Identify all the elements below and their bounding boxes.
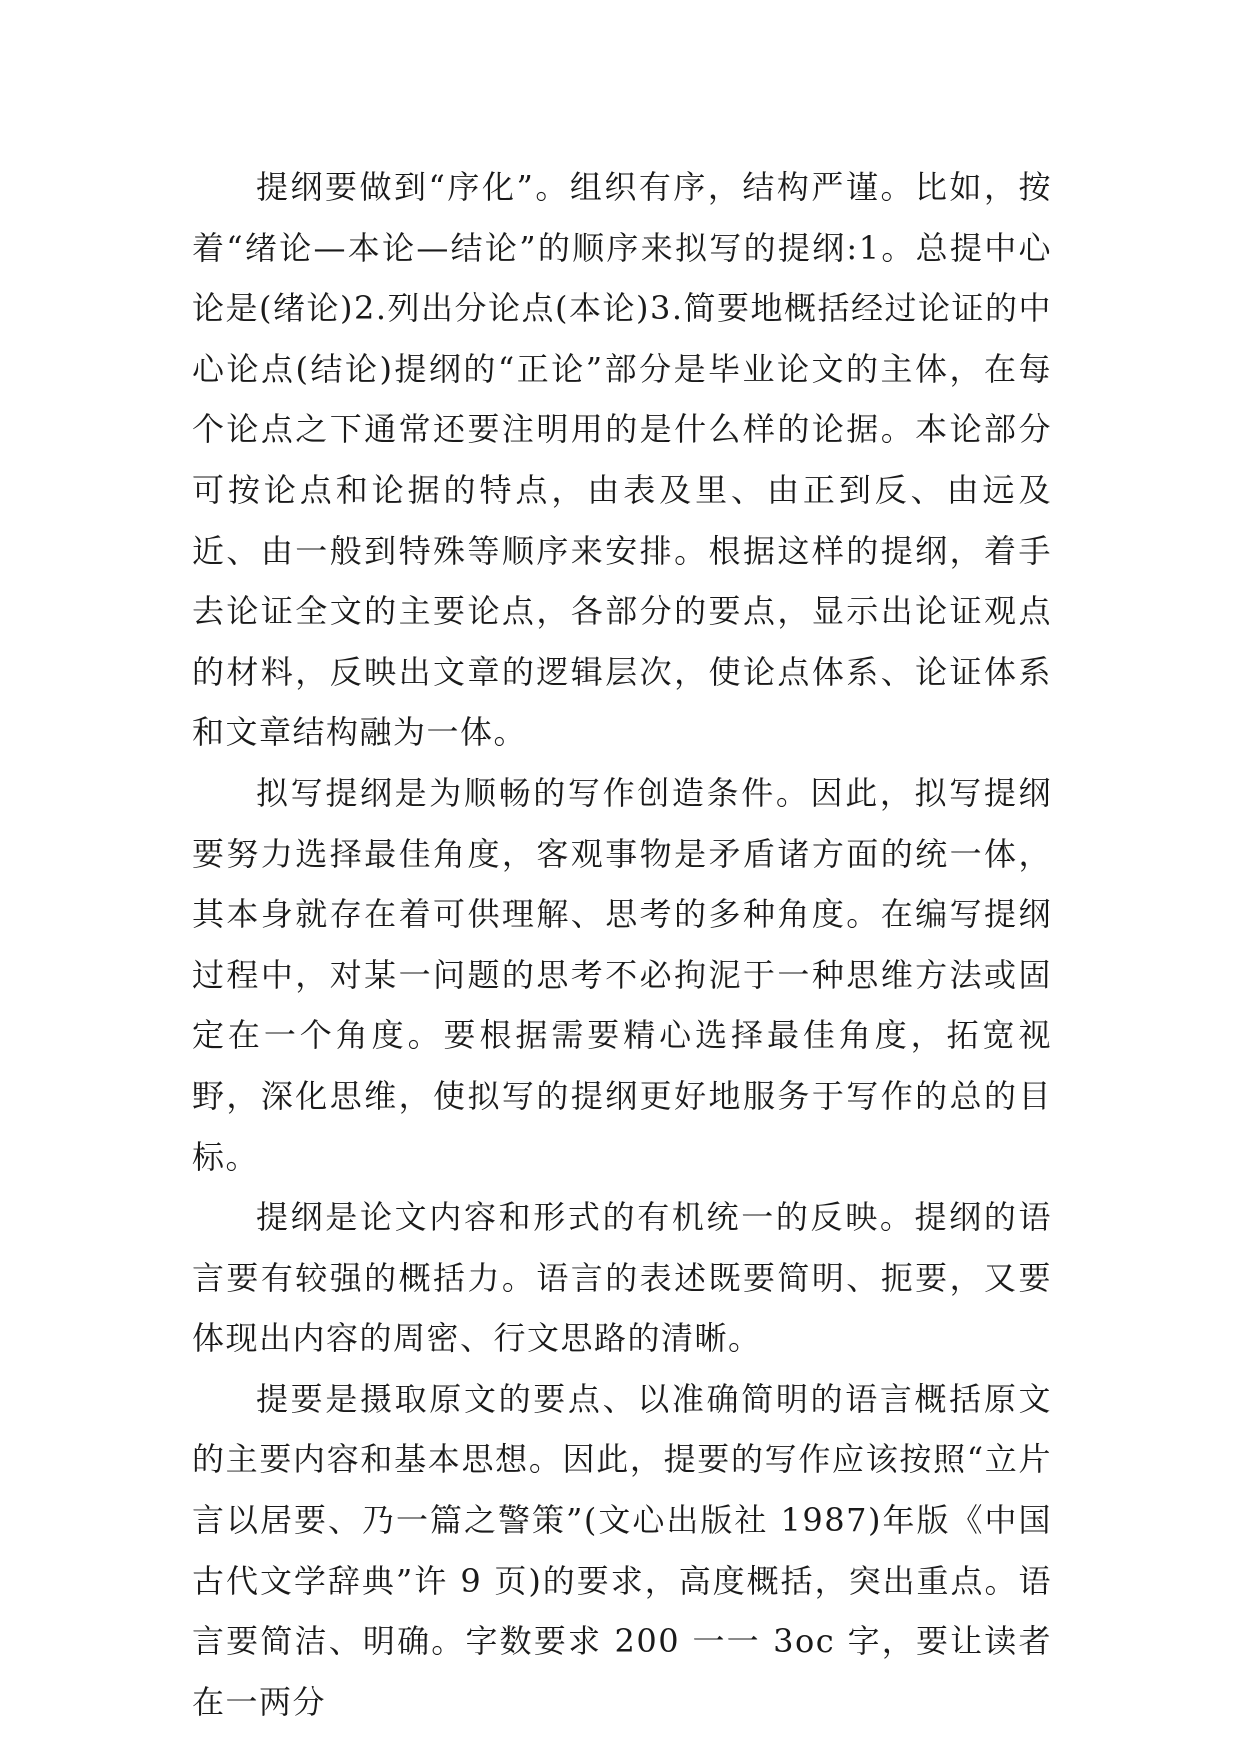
paragraph-outline-language: 提纲是论文内容和形式的有机统一的反映。提纲的语言要有较强的概括力。语言的表述既要简明、扼要，又要体现出内容的周密、行文思路的清晰。 (192, 1198, 1052, 1358)
document-body (192, 157, 1052, 1732)
paragraph-abstract-writing: 提要是摄取原文的要点、以准确简明的语言概括原文的主要内容和基本思想。因此，提要的写作应该按照“立片言以居要、乃一篇之警策”(文心出版社 1987)年版《中国古代文学辞典”许 9 页)的要求，高度概括，突出重点。语言要简洁、明确。字数要求 200 一一 3oc 字，要让读者在一两分 (192, 1379, 1052, 1721)
paragraph-outline-angle: 拟写提纲是为顺畅的写作创造条件。因此，拟写提纲要努力选择最佳角度，客观事物是矛盾诸方面的统一体，其本身就存在着可供理解、思考的多种角度。在编写提纲过程中，对某一问题的思考不必拘泥于一种思维方法或固定在一个角度。要根据需要精心选择最佳角度，拓宽视野，深化思维，使拟写的提纲更好地服务于写作的总的目标。 (192, 773, 1052, 1176)
paragraph-outline-ordering: 提纲要做到“序化”。组织有序，结构严谨。比如，按着“绪论—本论—结论”的顺序来拟写的提纲:1。总提中心论是(绪论)2.列出分论点(本论)3.简要地概括经过论证的中心论点(结论)提纲的“正论”部分是毕业论文的主体，在每个论点之下通常还要注明用的是什么样的论据。本论部分可按论点和论据的特点，由表及里、由正到反、由远及近、由一般到特殊等顺序来安排。根据这样的提纲，着手去论证全文的主要论点，各部分的要点，显示出论证观点的材料，反映出文章的逻辑层次，使论点体系、论证体系和文章结构融为一体。 (192, 168, 1053, 752)
